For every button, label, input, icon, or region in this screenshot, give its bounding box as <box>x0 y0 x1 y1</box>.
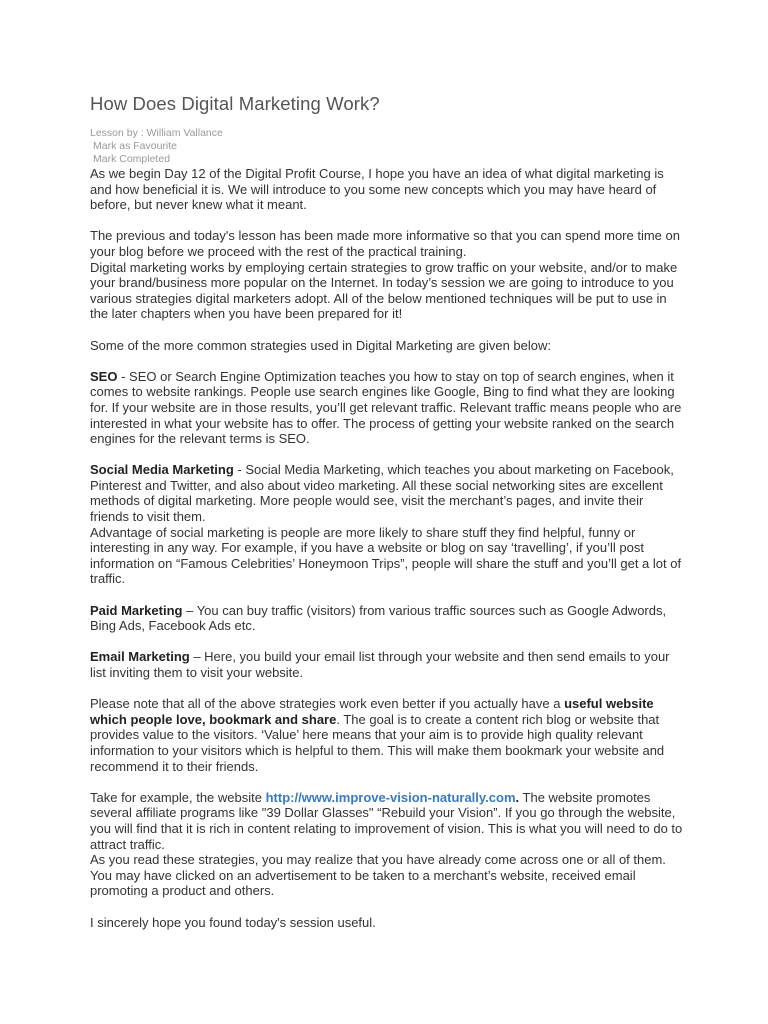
note-post: . The goal is to create a content rich blog or website that provides value to the visitors. ‘Value’ here means that your aim is to provide high quality relevant information to your visitors which is helpful to them. This will make them bookmark your website and recommend it to their friends. <box>90 711 665 774</box>
mark-favourite-link[interactable]: Mark as Favourite <box>93 140 178 152</box>
paragraph-social-media <box>90 462 684 524</box>
seo-term: SEO <box>90 368 118 384</box>
paragraph-common: Some of the more common strategies used in Digital Marketing are given below: <box>90 337 551 353</box>
example-post: The website promotes several affiliate programs like "39 Dollar Glasses" “Rebuild your Vision”. If you go through the website, you will find that it is rich in content relating to improvement of vision. This is what you will need to do to attract traffic. <box>90 789 683 852</box>
paragraph-realize: As you read these strategies, you may realize that you have already come across one or all of them. You may have clicked on an advertisement to be taken to a merchant’s website, received email promoting a product and others. <box>90 852 666 899</box>
paragraph-previous: The previous and today's lesson has been made more informative so that you can spend more time on your blog before we proceed with the rest of the practical training. <box>90 228 680 259</box>
example-website-link[interactable]: http://www.improve-vision-naturally.com <box>265 789 516 805</box>
social-media-term: Social Media Marketing <box>90 462 234 478</box>
seo-text: - SEO or Search Engine Optimization teaches you how to stay on top of search engines, when it comes to website rankings. People use search engines like Google, Bing to find what they are looking for. If your website are in those results, you’ll get relevant traffic. Relevant traffic means people who are interested in what your website has to offer. The process of getting your website ranked on the search engines for the relevant terms is SEO. <box>90 368 682 447</box>
paragraph-paid <box>90 603 684 634</box>
paragraph-how-it-works: Digital marketing works by employing certain strategies to grow traffic on your website, and/or to make your brand/business more popular on the Internet. In today’s session we are going to introduce to you various strategies digital marketers adopt. All of the below mentioned techniques will be put to use in the later chapters when you have been prepared for it! <box>90 259 678 322</box>
example-dot: . <box>515 789 520 805</box>
lesson-author: Lesson by : William Vallance <box>90 127 223 139</box>
article-body <box>90 166 684 930</box>
paid-term: Paid Marketing <box>90 602 183 618</box>
paragraph-advantage: Advantage of social marketing is people are more likely to share stuff they find helpful, funny or interesting in any way. For example, if you have a website or blog on say ‘travelling’, if you’ll post information on “Famous Celebrities’ Honeymoon Trips”, people will share the stuff and you’ll get a lot of traffic. <box>90 524 682 587</box>
paragraph-seo <box>90 369 684 447</box>
social-media-text: - Social Media Marketing, which teaches you about marketing on Facebook, Pinterest and Twitter, and also about video marketing. All these social networking sites are excellent methods of digital marketing. More people would see, visit the merchant’s pages, and invite their friends to visit them. <box>90 462 674 525</box>
lesson-meta <box>90 127 684 166</box>
paragraph-email <box>90 649 684 680</box>
paragraph-example <box>90 790 684 852</box>
email-term: Email Marketing <box>90 649 190 665</box>
paragraph-note <box>90 696 684 774</box>
page-title: How Does Digital Marketing Work? <box>90 93 380 114</box>
mark-completed-link[interactable]: Mark Completed <box>93 153 171 165</box>
paragraph-closing: I sincerely hope you found today's session useful. <box>90 914 376 930</box>
example-pre: Take for example, the website <box>90 789 266 805</box>
note-pre: Please note that all of the above strategies work even better if you actually have a <box>90 696 565 712</box>
note-bold: useful website which people love, bookmark and share <box>90 696 654 727</box>
paid-text: – You can buy traffic (visitors) from various traffic sources such as Google Adwords, Bing Ads, Facebook Ads etc. <box>90 602 667 634</box>
email-text: – Here, you build your email list through your website and then send emails to your list inviting them to visit your website. <box>90 649 670 680</box>
paragraph-intro: As we begin Day 12 of the Digital Profit Course, I hope you have an idea of what digital marketing is and how beneficial it is. We will introduce to you some new concepts which you may have heard of before, but never knew what it meant. <box>90 166 664 213</box>
article <box>90 93 684 930</box>
